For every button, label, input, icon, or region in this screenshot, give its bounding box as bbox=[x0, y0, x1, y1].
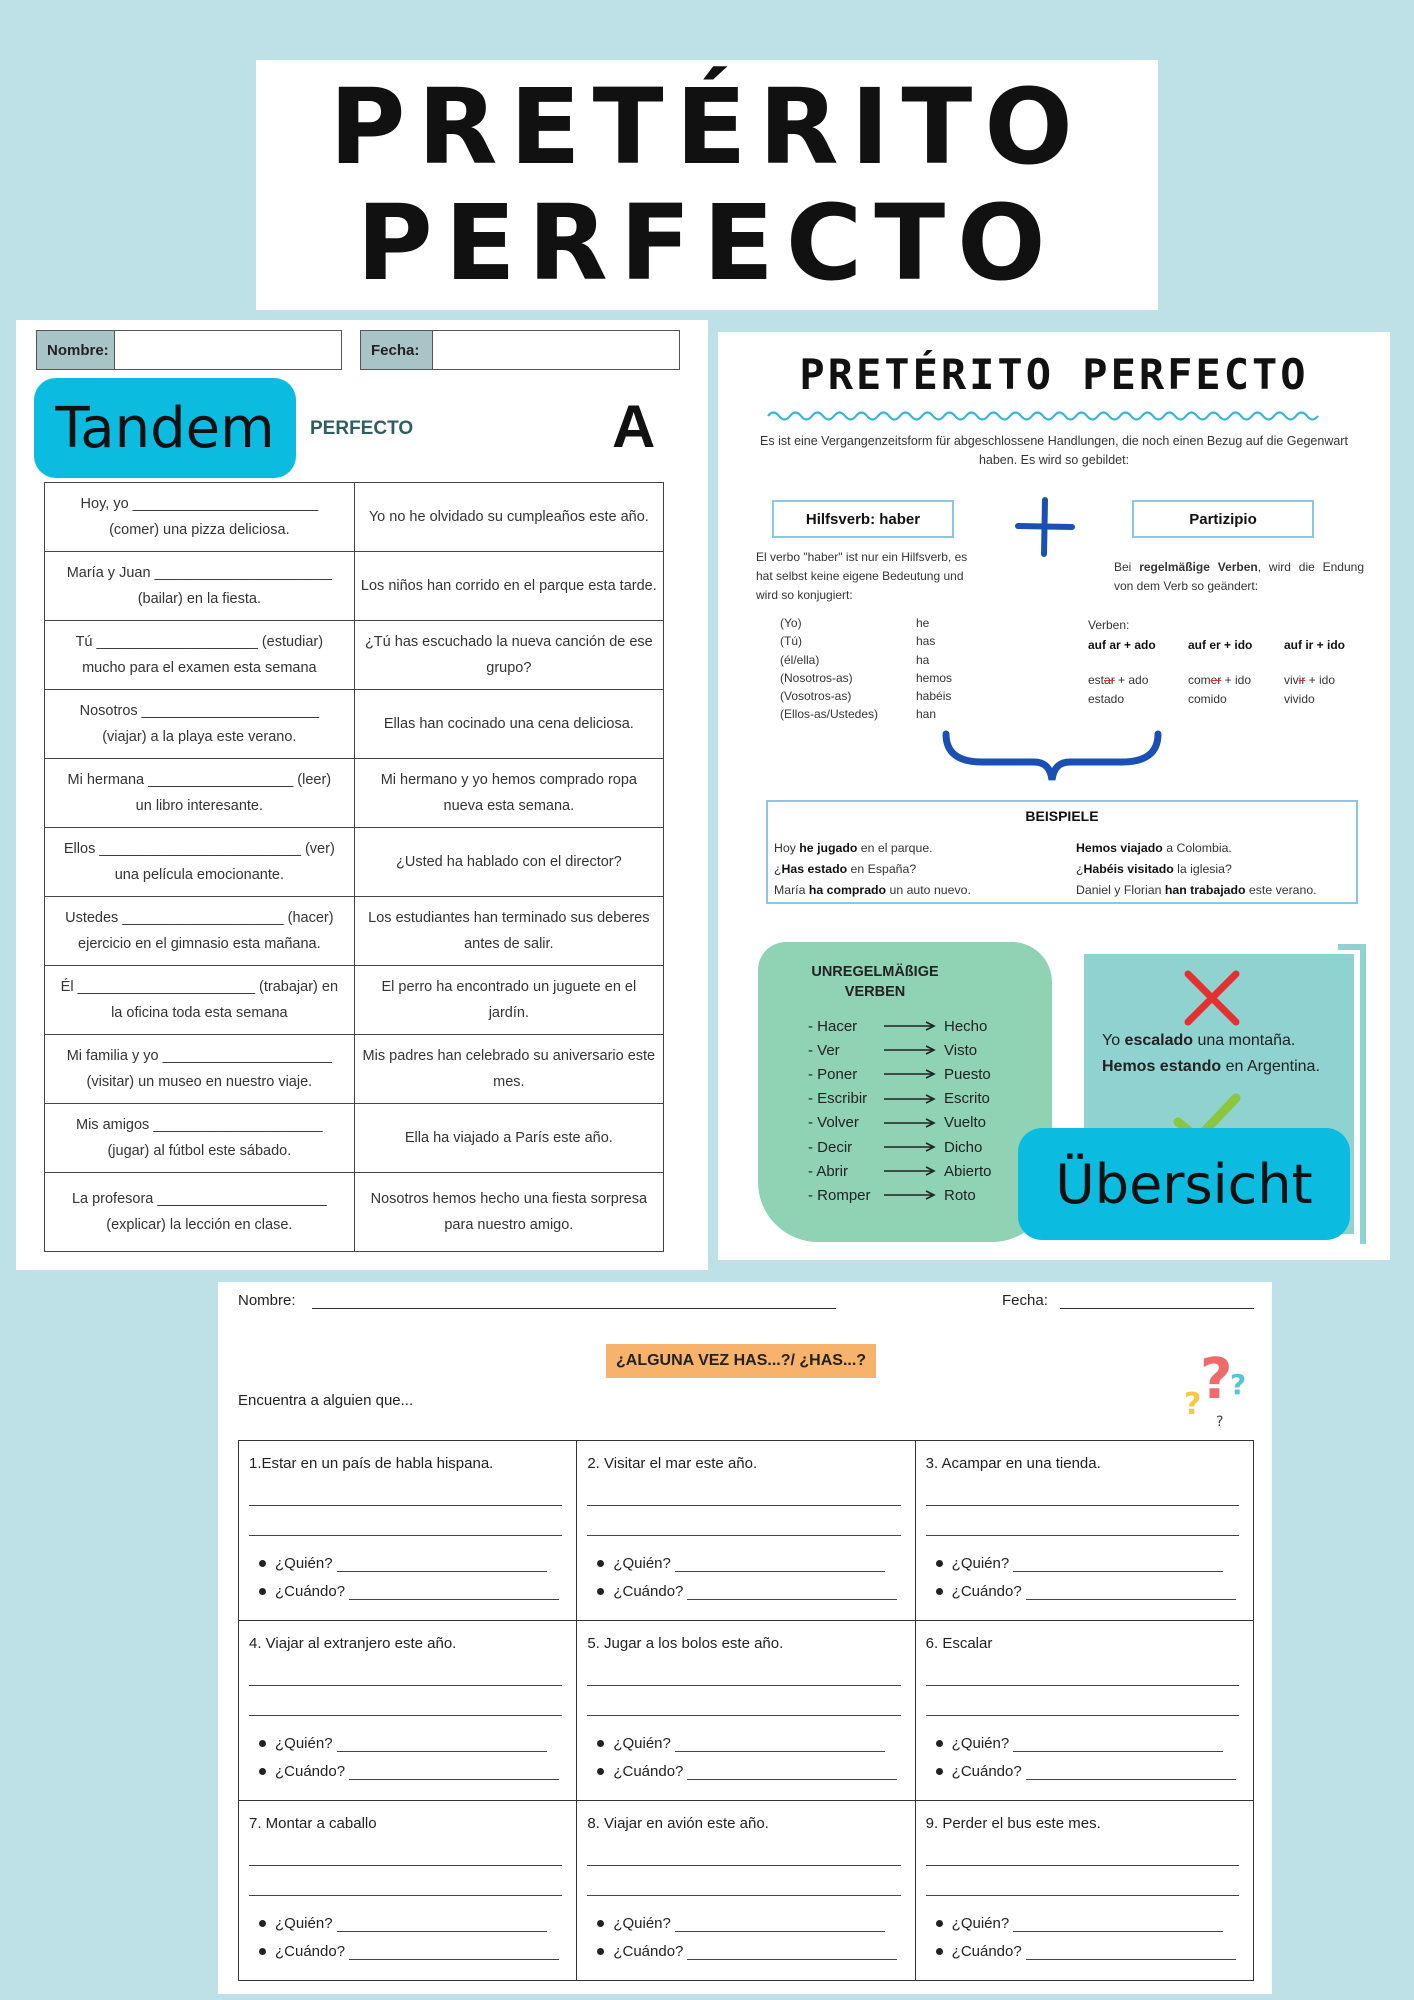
find-sheet-heading: ¿ALGUNA VEZ HAS...?/ ¿HAS...? bbox=[606, 1344, 876, 1378]
ending-example: estar + ado bbox=[1088, 673, 1149, 687]
cuando-field[interactable]: ¿Cuándo? bbox=[597, 1583, 897, 1600]
answer-line[interactable] bbox=[926, 1535, 1239, 1536]
table-row bbox=[239, 1441, 1254, 1621]
tandem-cell-left[interactable] bbox=[45, 552, 355, 621]
table-row bbox=[45, 621, 664, 690]
example-sentence: Hemos viajado a Colombia. bbox=[1076, 841, 1232, 855]
sentence-line: (comer) una pizza deliciosa. bbox=[109, 522, 290, 538]
infinitive: - Poner bbox=[808, 1065, 858, 1083]
cuando-field[interactable]: ¿Cuándo? bbox=[259, 1583, 559, 1600]
tandem-cell-left[interactable] bbox=[45, 1035, 355, 1104]
tandem-subtitle: PERFECTO bbox=[310, 418, 414, 439]
list-item bbox=[808, 1062, 992, 1086]
bullet-icon bbox=[936, 1740, 943, 1747]
infinitive: - Abrir bbox=[808, 1162, 849, 1180]
quien-field[interactable]: ¿Quién? bbox=[259, 1915, 547, 1932]
example-sentence: ¿Habéis visitado la iglesia? bbox=[1076, 862, 1232, 876]
tandem-cell-right: ¿Tú has escuchado la nueva canción de ese grupo? bbox=[354, 621, 663, 690]
ending-example: comer + ido bbox=[1188, 673, 1252, 687]
sentence-line: (explicar) la lección en clase. bbox=[106, 1217, 293, 1233]
tandem-letter: A bbox=[612, 393, 656, 460]
beispiele-title: BEISPIELE bbox=[1025, 808, 1099, 824]
list-item bbox=[780, 614, 1020, 632]
wave-divider bbox=[768, 406, 1318, 426]
sentence-line: Ustedes ____________________ (hacer) bbox=[65, 910, 334, 926]
ending-column bbox=[1188, 636, 1288, 709]
find-sheet-instruction: Encuentra a alguien que... bbox=[238, 1392, 414, 1409]
sentence-line: Hoy, yo _______________________ bbox=[80, 496, 319, 512]
bullet-icon bbox=[259, 1920, 266, 1927]
task-cell[interactable] bbox=[915, 1621, 1253, 1801]
cuando-field[interactable]: ¿Cuándo? bbox=[597, 1943, 897, 1960]
answer-line[interactable] bbox=[249, 1535, 562, 1536]
question-marks-icon bbox=[1186, 1340, 1258, 1430]
participle: Roto bbox=[944, 1186, 976, 1204]
sentence-line: Nosotros ______________________ bbox=[79, 703, 320, 719]
ending-result: vivido bbox=[1284, 692, 1315, 706]
infinitive: - Hacer bbox=[808, 1017, 858, 1035]
arrow-right-icon bbox=[880, 1044, 940, 1056]
quien-field[interactable]: ¿Quién? bbox=[597, 1735, 885, 1752]
tandem-cell-left[interactable] bbox=[45, 690, 355, 759]
title-line-2: PERFECTO bbox=[356, 182, 1058, 304]
quien-field[interactable]: ¿Quién? bbox=[936, 1735, 1224, 1752]
pronoun: (Yo) bbox=[780, 616, 802, 630]
ending-result: comido bbox=[1188, 692, 1227, 706]
bullet-icon bbox=[259, 1740, 266, 1747]
quien-field[interactable]: ¿Quién? bbox=[936, 1555, 1224, 1572]
task-title: 7. Montar a caballo bbox=[249, 1815, 377, 1832]
bullet-icon bbox=[259, 1768, 266, 1775]
list-item bbox=[808, 1087, 992, 1111]
list-item bbox=[808, 1014, 992, 1038]
arrow-right-icon bbox=[880, 1093, 940, 1105]
haber-form: han bbox=[916, 707, 937, 722]
list-item bbox=[808, 1111, 992, 1135]
examples-left bbox=[774, 838, 971, 901]
svg-text:?: ? bbox=[1230, 1368, 1247, 1401]
task-title: 6. Escalar bbox=[925, 1635, 993, 1652]
tandem-cell-right: El perro ha encontrado un juguete en el jardín. bbox=[354, 966, 663, 1035]
answer-line[interactable] bbox=[587, 1535, 900, 1536]
quien-field[interactable]: ¿Quién? bbox=[259, 1735, 547, 1752]
participle: Abierto bbox=[944, 1162, 992, 1180]
pronoun: (Vosotros-as) bbox=[780, 689, 852, 704]
infinitive: - Escribir bbox=[808, 1090, 868, 1108]
task-cell[interactable] bbox=[577, 1621, 915, 1801]
bullet-icon bbox=[597, 1560, 604, 1567]
sentence-line: mucho para el examen esta semana bbox=[82, 660, 317, 676]
examples-right bbox=[1076, 838, 1317, 901]
list-item bbox=[780, 651, 1020, 669]
sentence-line: la oficina toda esta semana bbox=[111, 1005, 288, 1021]
participle: Dicho bbox=[944, 1138, 983, 1156]
sentence-line: ejercicio en el gimnasio esta mañana. bbox=[78, 936, 321, 952]
table-row bbox=[239, 1621, 1254, 1801]
bullet-icon bbox=[259, 1948, 266, 1955]
svg-text:?: ? bbox=[1216, 1414, 1224, 1430]
arrow-right-icon bbox=[880, 1117, 940, 1129]
task-cell[interactable] bbox=[577, 1441, 915, 1621]
uebersicht-badge: Übersicht bbox=[1018, 1128, 1350, 1240]
cuando-field[interactable]: ¿Cuándo? bbox=[936, 1583, 1236, 1600]
arrow-right-icon bbox=[880, 1165, 940, 1177]
arrow-right-icon bbox=[880, 1068, 940, 1080]
table-row bbox=[45, 828, 664, 897]
list-item bbox=[780, 705, 1020, 723]
nombre-label: Nombre: bbox=[37, 331, 115, 369]
answer-line[interactable] bbox=[249, 1505, 562, 1506]
task-cell[interactable] bbox=[239, 1621, 577, 1801]
participle: Hecho bbox=[944, 1017, 988, 1035]
tandem-cell-right: Los estudiantes han terminado sus deberes antes de salir. bbox=[354, 897, 663, 966]
tandem-cell-left[interactable] bbox=[45, 759, 355, 828]
infinitive: - Decir bbox=[808, 1138, 853, 1156]
bullet-icon bbox=[259, 1560, 266, 1567]
list-item bbox=[780, 669, 1020, 687]
answer-line[interactable] bbox=[926, 1865, 1239, 1866]
quien-field[interactable]: ¿Quién? bbox=[936, 1915, 1224, 1932]
ending-column bbox=[1284, 636, 1384, 709]
example-sentence: Daniel y Florian han trabajado este verano. bbox=[1076, 883, 1317, 897]
tandem-cell-right: Mi hermano y yo hemos comprado ropa nueva esta semana. bbox=[354, 759, 663, 828]
list-item bbox=[808, 1159, 992, 1183]
bullet-icon bbox=[597, 1920, 604, 1927]
verben-label: Verben: bbox=[1088, 618, 1130, 632]
title-banner bbox=[256, 60, 1158, 310]
irregular-verbs-title: UNREGELMÄßIGE VERBEN bbox=[811, 964, 939, 1000]
nombre-field[interactable] bbox=[36, 330, 342, 370]
table-row bbox=[45, 690, 664, 759]
sentence-line: Mis amigos _____________________ bbox=[75, 1117, 323, 1133]
tandem-cell-right: Los niños han corrido en el parque esta tarde. bbox=[354, 552, 663, 621]
ending-result: estado bbox=[1088, 692, 1125, 706]
find-someone-worksheet bbox=[218, 1282, 1272, 1994]
cuando-field[interactable]: ¿Cuándo? bbox=[936, 1943, 1236, 1960]
nombre-line[interactable] bbox=[312, 1308, 836, 1309]
sentence-line: (jugar) al fútbol este sábado. bbox=[107, 1143, 292, 1159]
hilfsverb-box: Hilfsverb: haber bbox=[772, 500, 954, 538]
task-cell[interactable] bbox=[239, 1801, 577, 1981]
svg-text:?: ? bbox=[1200, 1347, 1233, 1412]
x-icon bbox=[1180, 968, 1244, 1028]
table-row bbox=[45, 897, 664, 966]
quien-field[interactable]: ¿Quién? bbox=[597, 1915, 885, 1932]
overview-intro: Es ist eine Vergangenzeitsform für abgeschlossene Handlungen, die noch einen Bezug auf die Gegenwart haben. Es wird so gebildet: bbox=[760, 434, 1348, 467]
participle: Visto bbox=[944, 1041, 978, 1059]
answer-line[interactable] bbox=[926, 1685, 1239, 1686]
pronoun: (Tú) bbox=[780, 634, 802, 649]
mistake-line-2: Hemos estando en Argentina. bbox=[1102, 1058, 1320, 1075]
ending-column bbox=[1088, 636, 1188, 709]
participle: Vuelto bbox=[944, 1114, 986, 1132]
tandem-cell-left[interactable] bbox=[45, 828, 355, 897]
regular-verbs-description: Bei regelmäßige Verben, wird die Endung von dem Verb so geändert: bbox=[1114, 560, 1364, 593]
task-cell[interactable] bbox=[239, 1441, 577, 1621]
tandem-cell-left[interactable] bbox=[45, 1104, 355, 1173]
example-sentence: María ha comprado un auto nuevo. bbox=[774, 883, 971, 897]
pronoun: (Ellos-as/Ustedes) bbox=[780, 707, 879, 722]
bullet-icon bbox=[597, 1768, 604, 1775]
task-title: 8. Viajar en avión este año. bbox=[587, 1815, 769, 1832]
svg-text:?: ? bbox=[1184, 1387, 1202, 1422]
table-row bbox=[45, 1035, 664, 1104]
answer-line[interactable] bbox=[926, 1895, 1239, 1896]
participle: Escrito bbox=[944, 1090, 990, 1108]
overview-sheet bbox=[718, 332, 1390, 1260]
tandem-cell-right: Ella ha viajado a París este año. bbox=[354, 1104, 663, 1173]
example-sentence: Hoy he jugado en el parque. bbox=[774, 841, 933, 855]
table-row bbox=[239, 1801, 1254, 1981]
answer-line[interactable] bbox=[249, 1685, 562, 1686]
fecha-line[interactable] bbox=[1060, 1308, 1254, 1309]
fecha-label: Fecha: bbox=[361, 331, 433, 369]
cuando-field[interactable]: ¿Cuándo? bbox=[259, 1943, 559, 1960]
ending-rule: auf ir + ido bbox=[1284, 638, 1346, 652]
tandem-cell-right: Ellas han cocinado una cena deliciosa. bbox=[354, 690, 663, 759]
plus-icon bbox=[1014, 496, 1076, 558]
sentence-line: Ellos _________________________ (ver) bbox=[63, 841, 335, 857]
table-row bbox=[45, 759, 664, 828]
find-someone-grid bbox=[238, 1440, 1254, 1981]
list-item bbox=[780, 632, 1020, 650]
table-row bbox=[45, 966, 664, 1035]
fecha-label-2: Fecha: bbox=[1002, 1292, 1048, 1309]
list-item bbox=[808, 1135, 992, 1159]
tandem-table bbox=[44, 482, 664, 1252]
haber-description: El verbo "haber" ist nur ein Hilfsverb, es hat selbst keine eigene Bedeutung und wird so konjugiert: bbox=[756, 550, 968, 602]
tandem-cell-right: Nosotros hemos hecho una fiesta sorpresa para nuestro amigo. bbox=[354, 1173, 663, 1252]
arrow-right-icon bbox=[880, 1020, 940, 1032]
mistake-examples bbox=[1102, 1028, 1320, 1080]
task-title: 9. Perder el bus este mes. bbox=[925, 1815, 1101, 1832]
tandem-cell-right: Yo no he olvidado su cumpleaños este año. bbox=[354, 483, 663, 552]
sentence-line: Mi hermana __________________ (leer) bbox=[67, 772, 332, 788]
sentence-line: María y Juan ______________________ bbox=[66, 565, 332, 581]
haber-form: has bbox=[916, 634, 936, 649]
pronoun: (Nosotros-as) bbox=[780, 670, 853, 685]
task-cell[interactable] bbox=[577, 1801, 915, 1981]
haber-form: habéis bbox=[916, 689, 952, 704]
example-sentence: ¿Has estado en España? bbox=[774, 862, 917, 876]
sentence-line: Él ______________________ (trabajar) en bbox=[60, 979, 339, 995]
tandem-badge: Tandem bbox=[34, 378, 296, 478]
answer-line[interactable] bbox=[587, 1895, 900, 1896]
task-title: 2. Visitar el mar este año. bbox=[587, 1455, 758, 1472]
bullet-icon bbox=[597, 1948, 604, 1955]
sentence-line: (viajar) a la playa este verano. bbox=[102, 729, 297, 745]
infinitive: - Ver bbox=[808, 1041, 840, 1059]
bullet-icon bbox=[936, 1948, 943, 1955]
answer-line[interactable] bbox=[926, 1505, 1239, 1506]
list-item bbox=[780, 687, 1020, 705]
fecha-field[interactable] bbox=[360, 330, 680, 370]
irregular-verbs-list bbox=[808, 1014, 992, 1208]
task-title: 5. Jugar a los bolos este año. bbox=[587, 1635, 784, 1652]
bullet-icon bbox=[936, 1920, 943, 1927]
table-row bbox=[45, 1104, 664, 1173]
table-row bbox=[45, 552, 664, 621]
cuando-field[interactable]: ¿Cuándo? bbox=[597, 1763, 897, 1780]
sentence-line: Mi familia y yo _____________________ bbox=[66, 1048, 332, 1064]
sentence-line: Tú ____________________ (estudiar) bbox=[75, 634, 324, 650]
tandem-cell-right: ¿Usted ha hablado con el director? bbox=[354, 828, 663, 897]
bullet-icon bbox=[259, 1588, 266, 1595]
sentence-line: (bailar) en la fiesta. bbox=[137, 591, 261, 607]
sentence-line: La profesora _____________________ bbox=[71, 1191, 327, 1207]
answer-line[interactable] bbox=[249, 1895, 562, 1896]
answer-line[interactable] bbox=[587, 1685, 900, 1686]
task-title: 1.Estar en un país de habla hispana. bbox=[249, 1455, 494, 1472]
haber-form: he bbox=[916, 616, 930, 630]
curly-brace-icon bbox=[942, 728, 1162, 784]
task-cell[interactable] bbox=[915, 1801, 1253, 1981]
bullet-icon bbox=[936, 1588, 943, 1595]
tandem-cell-left[interactable] bbox=[45, 897, 355, 966]
task-cell[interactable] bbox=[915, 1441, 1253, 1621]
cuando-field[interactable]: ¿Cuándo? bbox=[259, 1763, 559, 1780]
nombre-label-2: Nombre: bbox=[238, 1292, 296, 1309]
ending-rule: auf ar + ado bbox=[1088, 638, 1156, 652]
bullet-icon bbox=[597, 1588, 604, 1595]
arrow-right-icon bbox=[880, 1189, 940, 1201]
answer-line[interactable] bbox=[587, 1505, 900, 1506]
bullet-icon bbox=[936, 1560, 943, 1567]
arrow-right-icon bbox=[880, 1141, 940, 1153]
infinitive: - Romper bbox=[808, 1186, 871, 1204]
list-item bbox=[808, 1038, 992, 1062]
irregular-verbs-card bbox=[758, 942, 1052, 1242]
sentence-line: (visitar) un museo en nuestro viaje. bbox=[86, 1074, 313, 1090]
haber-form: ha bbox=[916, 652, 930, 667]
sentence-line: una película emocionante. bbox=[114, 867, 284, 883]
tandem-worksheet bbox=[16, 320, 708, 1270]
tandem-cell-left[interactable] bbox=[45, 1173, 355, 1252]
bullet-icon bbox=[936, 1768, 943, 1775]
participle: Puesto bbox=[944, 1065, 991, 1083]
list-item bbox=[808, 1183, 992, 1207]
haber-conjugation bbox=[780, 614, 1020, 724]
haber-form: hemos bbox=[916, 670, 953, 685]
title-line-1: PRETÉRITO bbox=[329, 66, 1085, 188]
task-title: 3. Acampar en una tienda. bbox=[925, 1455, 1101, 1472]
ending-example: vivir + ido bbox=[1284, 673, 1336, 687]
quien-field[interactable]: ¿Quién? bbox=[259, 1555, 547, 1572]
overview-title: PRETÉRITO PERFECTO bbox=[799, 350, 1309, 399]
table-row bbox=[45, 483, 664, 552]
beispiele-box bbox=[766, 800, 1358, 904]
answer-line[interactable] bbox=[587, 1715, 900, 1716]
infinitive: - Volver bbox=[808, 1114, 859, 1132]
pronoun: (él/ella) bbox=[780, 652, 820, 667]
answer-line[interactable] bbox=[249, 1865, 562, 1866]
mistake-line-1: Yo escalado una montaña. bbox=[1102, 1032, 1296, 1049]
bullet-icon bbox=[597, 1740, 604, 1747]
quien-field[interactable]: ¿Quién? bbox=[597, 1555, 885, 1572]
ending-rule: auf er + ido bbox=[1188, 638, 1253, 652]
sentence-line: un libro interesante. bbox=[135, 798, 264, 814]
tandem-cell-left[interactable] bbox=[45, 966, 355, 1035]
tandem-cell-left[interactable] bbox=[45, 483, 355, 552]
answer-line[interactable] bbox=[587, 1865, 900, 1866]
tandem-cell-right: Mis padres han celebrado su aniversario este mes. bbox=[354, 1035, 663, 1104]
tandem-cell-left[interactable] bbox=[45, 621, 355, 690]
cuando-field[interactable]: ¿Cuándo? bbox=[936, 1763, 1236, 1780]
answer-line[interactable] bbox=[926, 1715, 1239, 1716]
participio-box: Partizipio bbox=[1132, 500, 1314, 538]
answer-line[interactable] bbox=[249, 1715, 562, 1716]
task-title: 4. Viajar al extranjero este año. bbox=[249, 1635, 457, 1652]
table-row bbox=[45, 1173, 664, 1252]
